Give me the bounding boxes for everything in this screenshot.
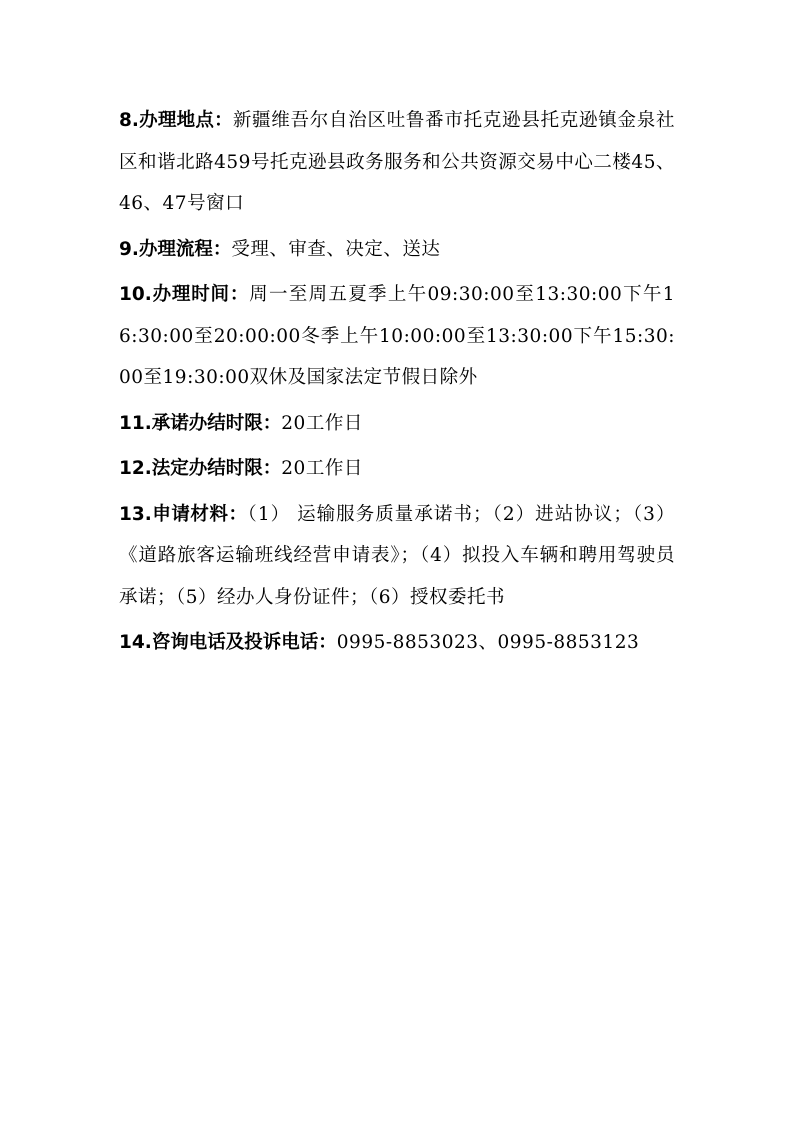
item-location bbox=[119, 100, 675, 225]
item-materials bbox=[119, 494, 675, 619]
item-location-label: 8.办理地点： bbox=[119, 110, 233, 131]
item-legal-time-limit-label: 12.法定办结时限： bbox=[119, 458, 282, 479]
item-process-label: 9.办理流程： bbox=[119, 238, 232, 260]
item-process bbox=[119, 229, 675, 271]
item-legal-time-limit-value: 20工作日 bbox=[281, 458, 363, 479]
item-contact-phone bbox=[119, 622, 675, 664]
item-materials-value: （1） 运输服务质量承诺书；（2）进站协议；（3）《道路旅客运输班线经营申请表》；（4）拟投入车辆和聘用驾驶员承诺；（5）经办人身份证件；（6）授权委托书 bbox=[119, 503, 675, 608]
item-promised-time-limit-label: 11.承诺办结时限： bbox=[119, 412, 282, 434]
item-materials-label: 13.申请材料： bbox=[119, 503, 248, 525]
item-contact-phone-label: 14.咨询电话及投诉电话： bbox=[119, 632, 337, 653]
item-process-value: 受理、审查、决定、送达 bbox=[231, 238, 441, 260]
document-body bbox=[119, 100, 675, 668]
item-hours-label: 10.办理时间： bbox=[119, 284, 250, 305]
item-promised-time-limit-value: 20工作日 bbox=[281, 412, 363, 434]
item-hours-value: 周一至周五夏季上午09:30:00至13:30:00下午16:30:00至20:00:00冬季上午10:00:00至13:30:00下午15:30:00至19:30:00双休及国家法定节假日除外 bbox=[119, 284, 675, 388]
item-promised-time-limit bbox=[119, 403, 675, 445]
item-legal-time-limit bbox=[119, 448, 675, 490]
item-hours bbox=[119, 274, 675, 399]
item-location-value: 新疆维吾尔自治区吐鲁番市托克逊县托克逊镇金泉社区和谐北路459号托克逊县政务服务和公共资源交易中心二楼45、46、47号窗口 bbox=[119, 110, 675, 214]
item-contact-phone-value: 0995-8853023、0995-8853123 bbox=[336, 632, 640, 653]
